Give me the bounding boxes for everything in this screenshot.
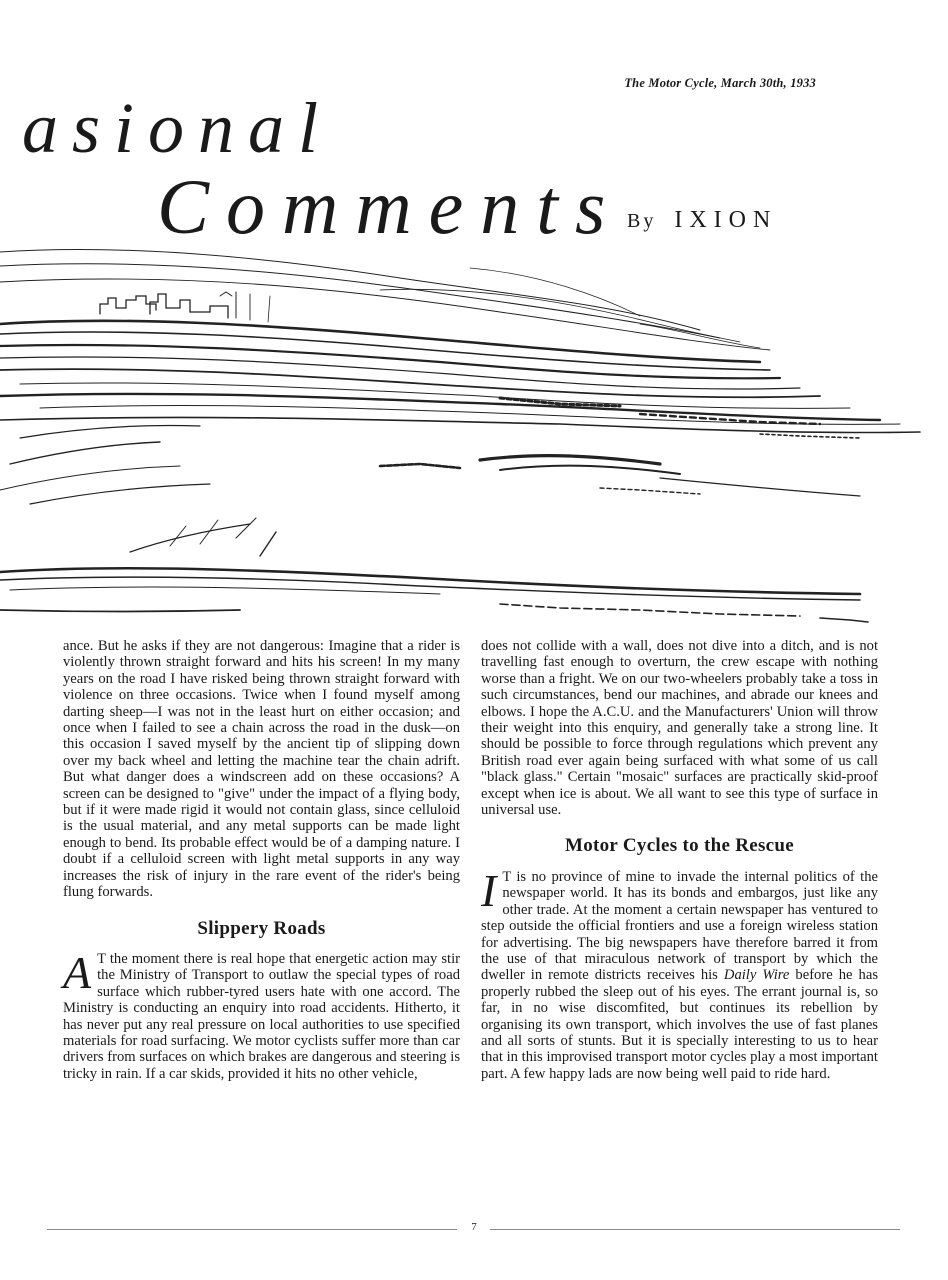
byline: [627, 207, 777, 234]
newspaper-name: Daily Wire: [723, 967, 790, 984]
author-name: IXION: [674, 207, 778, 233]
right-paragraph-2-text-end: before he has properly rubbed the sleep out of his eyes. The errant journal is, so far, in no wise discomfited, but continues its rebellion by organising its own transport, which involves the use of fast planes and all sorts of stunts. But it is specially interesting to us to hear that in this improvised transport motor cycles play a most important part. A few happy lads are now being well paid to ride hard.: [481, 967, 878, 1082]
left-paragraph-2: [63, 946, 460, 1082]
title-line-2: Comments: [157, 163, 623, 250]
left-paragraph-2-text: T the moment there is real hope that energetic action may stir the Ministry of Transport to outlaw the special types of road surface which rubber-tyred users hate with one accord. The Ministry is conducting an enquiry into road accidents. Hitherto, it has never put any real pressure on local authorities to use specified materials for road surfacing. We motor cyclists suffer more than car drivers from surfaces on which brakes are dangerous and steering is tricky in rain. If a car skids, provided it hits no other vehicle,: [63, 950, 460, 1082]
footer-rule-left: [47, 1229, 457, 1230]
left-paragraph-1: ance. But he asks if they are not dangerous: Imagine that a rider is violently thrown straight forward and hits his screen! In my many years on the road I have risked being thrown straight forward with violence on three occasions. Twice when I found myself among darting sheep—I was not in the least hurt on either occasion; and once when I failed to see a chain across the road in the dusk—on this occasion I saved myself by the ancient tip of slipping down over my back wheel and letting the machine tear the chain adrift. But what danger does a windscreen add on these occasions? A screen can be designed to "give" under the impact of a flying body, but if it were made rigid it would not contain glass, since celluloid is the usual material, and any metal supports can be made light enough to bend. Its probable effect would be of a damping nature. I doubt if a celluloid screen with light metal supports in any way increases the risk of injury in the rare event of the rider's being flung forwards.: [63, 638, 460, 901]
dropcap-i: I: [481, 864, 497, 916]
title-line-1: asional: [22, 88, 333, 168]
heading-slippery-roads: Slippery Roads: [197, 917, 326, 939]
footer-rule-right: [490, 1229, 900, 1230]
running-head: The Motor Cycle, March 30th, 1933: [624, 76, 816, 90]
right-paragraph-1: does not collide with a wall, does not dive into a ditch, and is not travelling fast enough to overturn, the crew escape with nothing worse than a fright. We on our two-wheelers probably take a toss in such circumstances, bend our machines, and abrade our knees and elbows. I hope the A.C.U. and the Manufacturers' Union will throw their weight into this enquiry, and generally take a strong line. It should be possible to force through regulations which prevent any British road ever again being surfaced with what some of us call "black glass." Certain "mosaic" surfaces are practically skid-proof except when ice is about. We all want to see this type of surface in universal use.: [481, 638, 878, 819]
right-paragraph-2-text-start: T is no province of mine to invade the internal politics of the newspaper world. It has its bonds and embargos, just like any other trade. At the moment a certain newspaper has ventured to step outside the official frontiers and use a foreign wireless station for advertising. The big newspapers have therefore barred it from the use of that miraculous network of transport by which the dweller in remote districts receives his: [481, 868, 878, 984]
page-number: 7: [471, 1221, 477, 1233]
heading-motor-cycles-to-the-rescue: Motor Cycles to the Rescue: [564, 835, 795, 857]
byline-by: By: [627, 210, 657, 232]
right-paragraph-2: [481, 864, 878, 1082]
article-right-column: [481, 638, 878, 1082]
landscape-sketch-illustration: [0, 238, 948, 630]
dropcap-a: A: [63, 946, 92, 998]
article-left-column: [63, 638, 460, 1082]
